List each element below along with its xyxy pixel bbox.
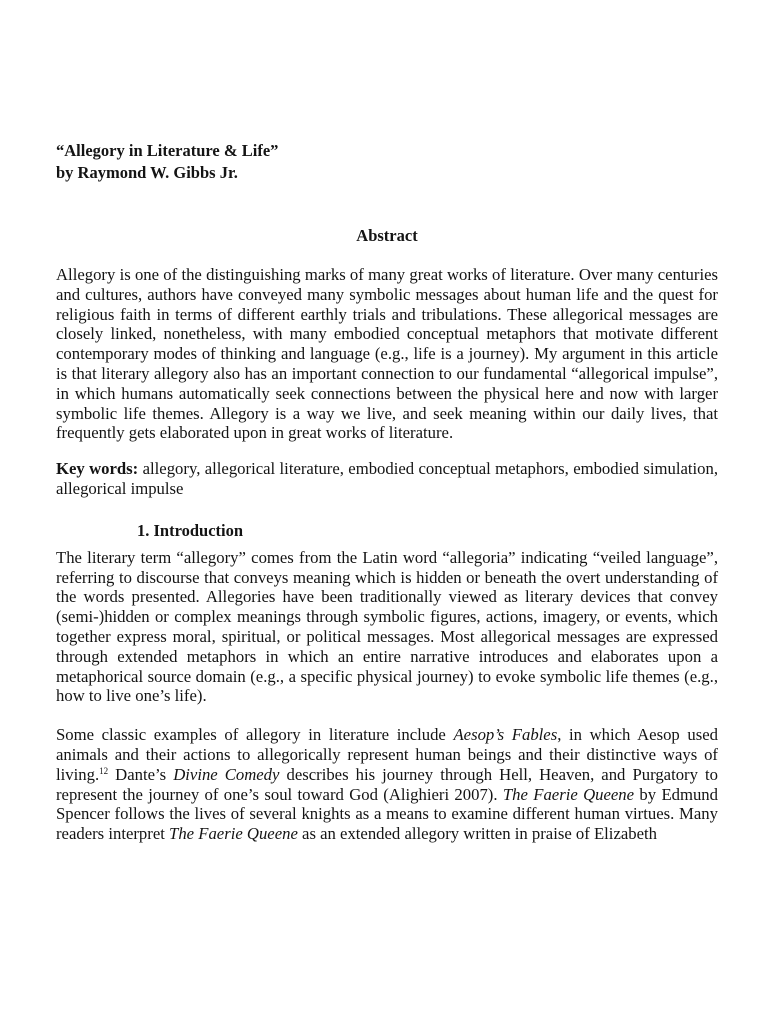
- keywords: [56, 459, 718, 499]
- footnote-marker: 12: [99, 765, 109, 776]
- article-author: by Raymond W. Gibbs Jr.: [56, 163, 238, 182]
- article-title: “Allegory in Literature & Life”: [56, 141, 279, 160]
- introduction-paragraph-2: [56, 725, 718, 844]
- title-block: [56, 140, 718, 184]
- keywords-text: allegory, allegorical literature, embodied conceptual metaphors, embodied simulation, allegorical impulse: [56, 459, 718, 498]
- work-title-faerie-queene: The Faerie Queene: [502, 784, 635, 804]
- work-title-faerie-queene: The Faerie Queene: [169, 824, 298, 844]
- work-title-aesops-fables: Aesop’s Fables: [453, 725, 558, 745]
- text-run: describes his journey through Hell, Heaven, and Purgatory to represent the journey of one’s soul toward God (Alighieri 2007).: [56, 764, 718, 804]
- abstract-heading: Abstract: [356, 226, 418, 245]
- work-title-divine-comedy: Divine Comedy: [173, 764, 280, 784]
- text-run: by Edmund Spencer follows the lives of several knights as a means to examine different human virtues. Many readers interpret: [56, 784, 718, 844]
- text-run: Some classic examples of allegory in literature include: [56, 725, 454, 745]
- text-run: Dante’s: [108, 764, 174, 784]
- text-run: , in which Aesop used animals and their actions to allegorically represent human beings and their distinctive ways of living.: [56, 725, 718, 784]
- keywords-label: Key words:: [56, 459, 139, 479]
- document-page: [56, 140, 718, 844]
- introduction-heading: 1. Introduction: [137, 520, 244, 540]
- abstract-body: Allegory is one of the distinguishing marks of many great works of literature. Over many centuries and cultures, authors have conveyed many symbolic messages about human life and the quest for religious faith in terms of different earthly trials and tribulations. These allegorical messages are closely linked, nonetheless, with many embodied conceptual metaphors that motivate different contemporary modes of thinking and language (e.g., life is a journey). My argument in this article is that literary allegory also has an important connection to our fundamental “allegorical impulse”, in which humans automatically seek connections between the physical here and now with larger symbolic life themes. Allegory is a way we live, and seek meaning within our daily lives, that frequently gets elaborated upon in great works of literature.: [56, 265, 718, 443]
- introduction-paragraph-1: The literary term “allegory” comes from the Latin word “allegoria” indicating “veiled language”, referring to discourse that conveys meaning which is hidden or beneath the overt understanding of the words presented. Allegories have been traditionally viewed as literary devices that convey (semi-)hidden or complex meanings through symbolic figures, actions, imagery, or events, which together express moral, spiritual, or political messages. Most allegorical messages are expressed through extended metaphors in which an entire narrative introduces and elaborates upon a metaphorical source domain (e.g., a specific physical journey) to evoke symbolic life themes (e.g., how to live one’s life).: [56, 547, 718, 706]
- text-run: as an extended allegory written in praise of Elizabeth: [297, 824, 657, 844]
